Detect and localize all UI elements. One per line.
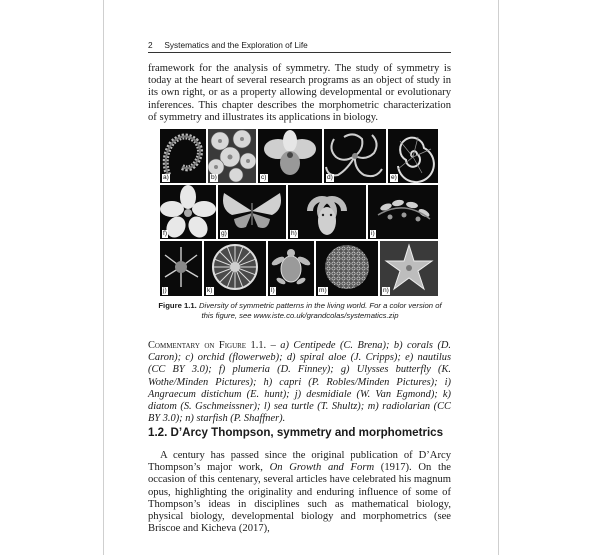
panel-sea-turtle <box>268 241 314 296</box>
figure-commentary <box>148 340 451 425</box>
panel-label-j: j) <box>163 287 167 294</box>
panel-label-e: e) <box>391 174 397 181</box>
panel-label-n: n) <box>383 287 389 294</box>
panel-label-d: d) <box>327 174 333 181</box>
panel-label-i: i) <box>371 230 375 237</box>
panel-label-m: m) <box>319 287 327 294</box>
panel-desmidiale <box>160 241 202 296</box>
panel-label-b: b) <box>211 174 217 181</box>
panel-label-h: h) <box>291 230 297 237</box>
butterfly-image <box>218 185 286 239</box>
page-number: 2 <box>148 40 153 50</box>
panel-label-g: g) <box>221 230 227 237</box>
commentary-heading: Commentary on Figure 1.1. <box>148 340 267 351</box>
commentary-dash: – <box>266 340 281 351</box>
figure-caption <box>158 301 442 320</box>
panel-butterfly <box>218 185 286 239</box>
panel-corals <box>208 129 256 183</box>
panel-label-l: l) <box>271 287 275 294</box>
panel-label-c: c) <box>261 174 267 181</box>
angraecum-image <box>368 185 438 239</box>
figure-1-1 <box>160 129 438 296</box>
panel-label-a: a) <box>163 174 169 181</box>
panel-label-f: f) <box>163 230 168 237</box>
panel-diatom <box>204 241 266 296</box>
plumeria-image <box>160 185 216 239</box>
panel-capri <box>288 185 366 239</box>
body-paragraph <box>148 450 451 535</box>
commentary-body: a) Centipede (C. Brena); b) corals (D. Caron); c) orchid (flowerweb); d) spiral aloe (J. Cripps); e) nautilus (CC BY 3.0); f) plumeria (D. Finney); g) Ulysses butterfly (K. Wothe/Minden Pictures); h) capri (P. Robles/Minden Pictures); i) Angraecum distichum (E. hunt); j) desmidiale (W. Van Egmond); k) diatom (S. Gschmeissner); l) sea turtle (T. Shultz); m) radiolarian (CC BY 3.0); n) starfish (P. Shaffner). <box>148 340 452 425</box>
body-text-part1: A century has passed since the original publication of D’Arcy Thompson’s major work, <box>148 450 451 474</box>
caption-text: Diversity of symmetric patterns in the living world. For a color version of this figure, see www.iste.co.uk/grandcolas/systematics.zip <box>198 301 442 320</box>
panel-spiral-aloe <box>324 129 386 183</box>
caption-title: Figure 1.1. <box>158 301 197 310</box>
panel-plumeria <box>160 185 216 239</box>
panel-angraecum <box>368 185 438 239</box>
header-rule <box>148 52 451 53</box>
section-heading: 1.2. D’Arcy Thompson, symmetry and morphometrics <box>148 426 444 439</box>
intro-paragraph: framework for the analysis of symmetry. The study of symmetry is today at the heart of several research programs as an object of study in its own right, or as a property allowing developmental or evolutionary inferences. This chapter describes the morphometric characterization of symmetry and illustrates its applications in biology. <box>148 63 451 123</box>
capri-image <box>288 185 366 239</box>
orchid-image <box>258 129 322 183</box>
running-head <box>148 40 451 50</box>
panel-radiolarian <box>316 241 378 296</box>
panel-label-k: k) <box>207 287 213 294</box>
panel-starfish <box>380 241 438 296</box>
page-edge-right <box>498 0 499 555</box>
running-title: Systematics and the Exploration of Life <box>164 40 308 50</box>
panel-centipede <box>160 129 206 183</box>
panel-orchid <box>258 129 322 183</box>
body-text-part2: (1917). On the occasion of this centenary, several articles have celebrated his magnum opus, highlighting the originality and enduring influence of some of Thompson’s ideas in disciplines such as mathematical biology, physical biology, developmental biology and morphometrics (see Briscoe and Kicheva (2017), <box>148 462 451 535</box>
page-edge-left <box>103 0 104 555</box>
panel-nautilus <box>388 129 438 183</box>
work-title: On Growth and Form <box>269 462 375 474</box>
